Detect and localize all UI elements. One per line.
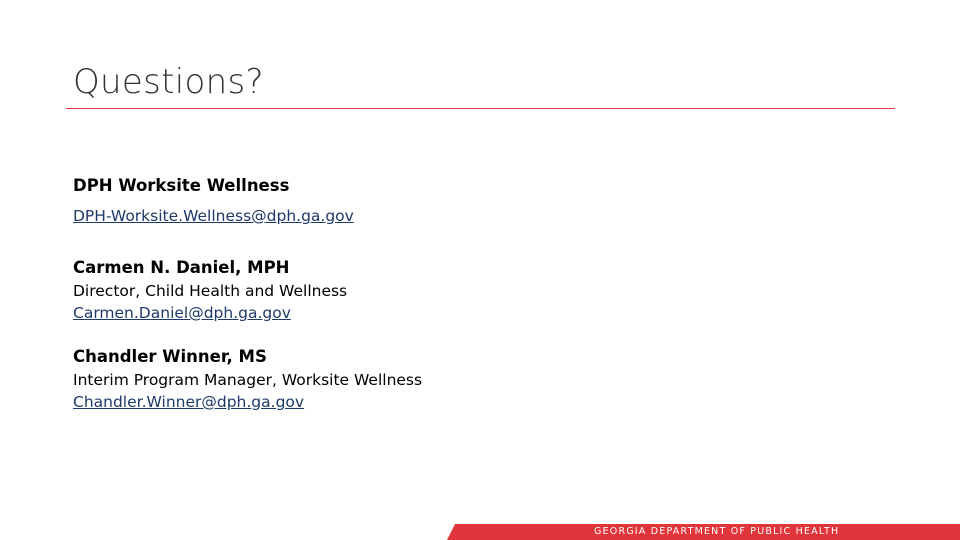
footer-org-name: GEORGIA DEPARTMENT OF PUBLIC HEALTH	[594, 526, 840, 537]
contact-email-link[interactable]: DPH-Worksite.Wellness@dph.ga.gov	[73, 207, 354, 225]
contact-role: Interim Program Manager, Worksite Wellness	[73, 371, 423, 389]
contact-group-dph	[73, 176, 354, 226]
contact-name: Carmen N. Daniel, MPH	[73, 258, 290, 277]
contact-name: Chandler Winner, MS	[73, 347, 267, 366]
contact-group-daniel	[73, 258, 347, 323]
slide-title: Questions?	[73, 62, 264, 102]
contact-role: Director, Child Health and Wellness	[73, 282, 348, 300]
contact-group-winner	[73, 347, 422, 412]
contact-heading: DPH Worksite Wellness	[73, 176, 290, 195]
title-divider	[66, 108, 895, 109]
contact-email-link[interactable]: Carmen.Daniel@dph.ga.gov	[73, 304, 291, 322]
contact-email-link[interactable]: Chandler.Winner@dph.ga.gov	[73, 393, 305, 411]
